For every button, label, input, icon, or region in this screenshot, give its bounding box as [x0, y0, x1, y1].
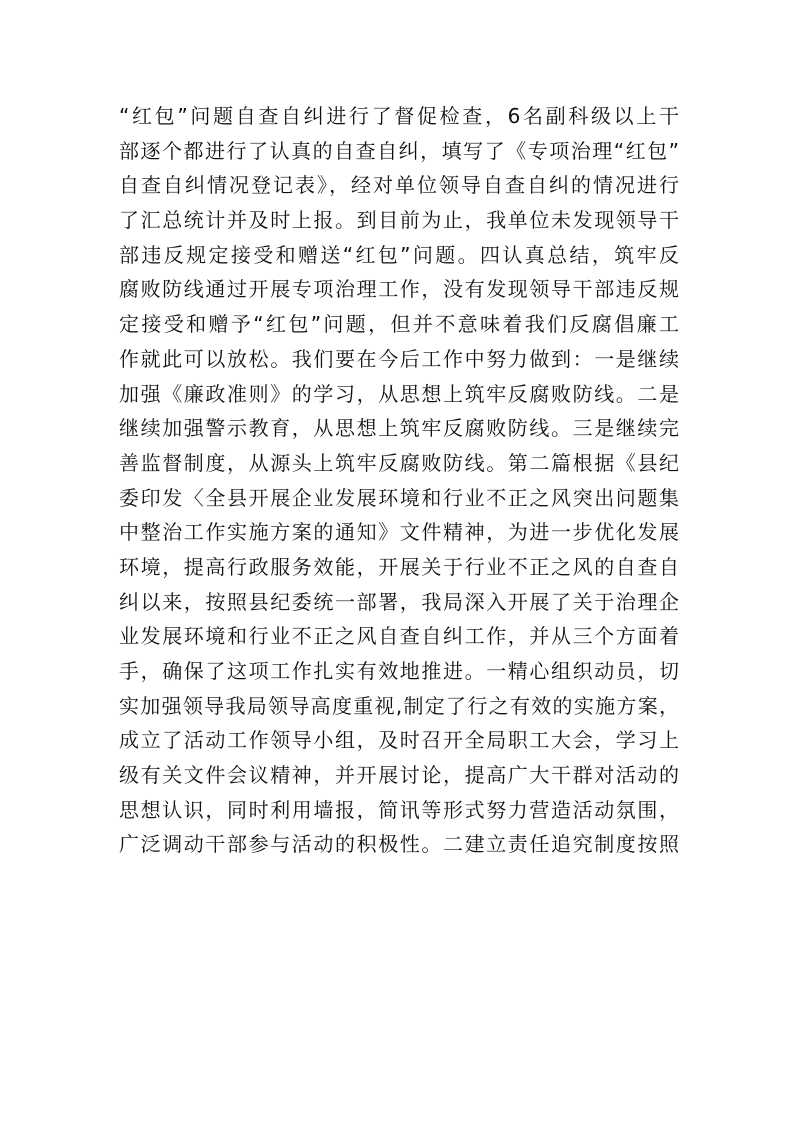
text-line: 部逐个都进行了认真的自查自纠，填写了《专项治理“红包” — [119, 138, 679, 163]
text-line: 了汇总统计并及时上报。到目前为止，我单位未发现领导干 — [119, 208, 679, 233]
text-line: 实加强领导我局领导高度重视,制定了行之有效的实施方案， — [119, 693, 679, 718]
text-line: 作就此可以放松。我们要在今后工作中努力做到：一是继续 — [119, 346, 679, 371]
text-line: 思想认识，同时利用墙报，简讯等形式努力营造活动氛围， — [119, 797, 679, 822]
body-text — [119, 99, 679, 862]
text-line: 定接受和赠予“红包”问题，但并不意味着我们反腐倡廉工 — [119, 312, 679, 337]
text-line: 环境，提高行政服务效能，开展关于行业不正之风的自查自 — [119, 554, 679, 579]
text-line: 成立了活动工作领导小组，及时召开全局职工大会，学习上 — [119, 728, 679, 753]
text-line: 手，确保了这项工作扎实有效地推进。一精心组织动员，切 — [119, 659, 679, 683]
text-line: 自查自纠情况登记表》，经对单位领导自查自纠的情况进行 — [119, 173, 679, 198]
text-line: “红包”问题自查自纠进行了督促检查，6名副科级以上干 — [119, 104, 679, 128]
text-line: 善监督制度，从源头上筑牢反腐败防线。第二篇根据《县纪 — [119, 450, 679, 475]
text-line: 委印发〈全县开展企业发展环境和行业不正之风突出问题集 — [119, 485, 679, 510]
text-line: 广泛调动干部参与活动的积极性。二建立责任追究制度按照 — [119, 832, 679, 857]
text-line: 级有关文件会议精神，并开展讨论，提高广大干群对活动的 — [119, 763, 679, 788]
text-line: 中整治工作实施方案的通知》文件精神，为进一步优化发展 — [119, 520, 679, 545]
text-line: 业发展环境和行业不正之风自查自纠工作，并从三个方面着 — [119, 624, 679, 649]
text-line: 部违反规定接受和赠送“红包”问题。四认真总结，筑牢反 — [119, 242, 679, 267]
text-line: 腐败防线通过开展专项治理工作，没有发现领导干部违反规 — [119, 277, 679, 302]
text-line: 继续加强警示教育，从思想上筑牢反腐败防线。三是继续完 — [119, 416, 679, 441]
text-line: 纠以来，按照县纪委统一部署，我局深入开展了关于治理企 — [119, 589, 679, 614]
text-line: 加强《廉政准则》的学习，从思想上筑牢反腐败防线。二是 — [119, 381, 679, 406]
